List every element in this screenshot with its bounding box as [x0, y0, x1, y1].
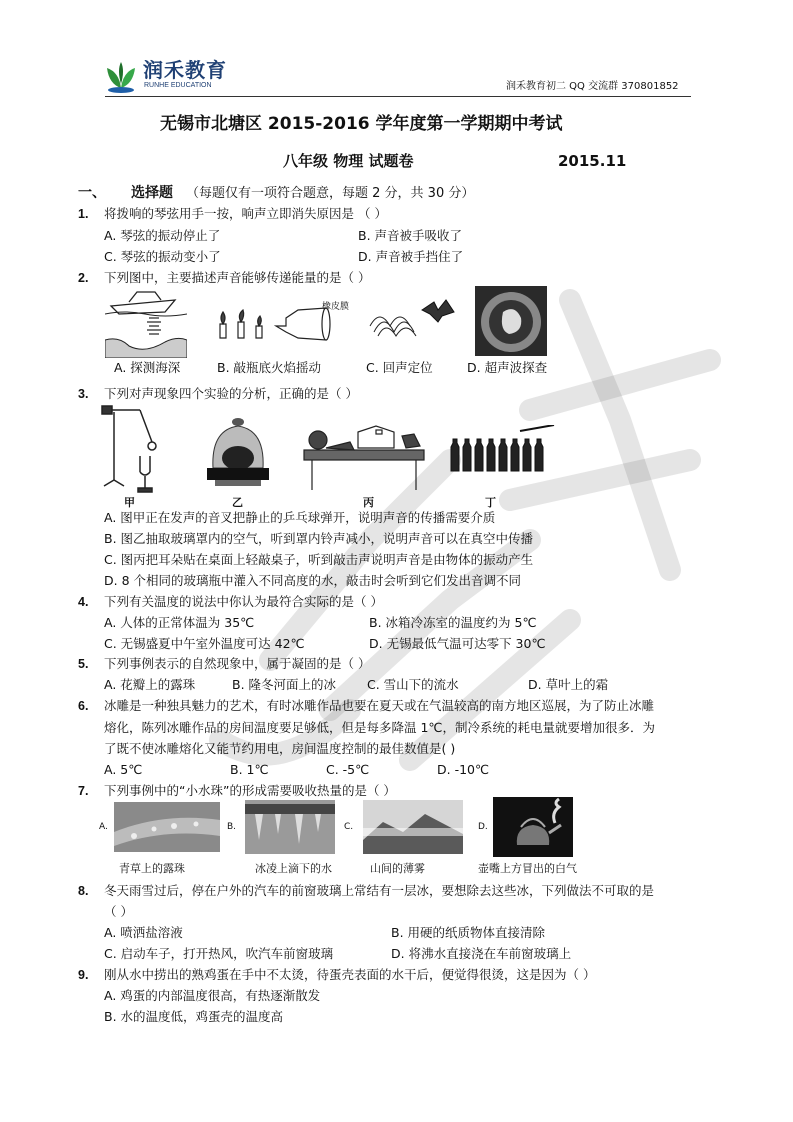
option-a: A. 探测海深 — [114, 360, 181, 375]
option-b: B. 敲瓶底火焰摇动 — [217, 360, 322, 375]
question-text-line: 冬天雨雪过后，停在户外的汽车的前窗玻璃上常结有一层冰，要想除去这些冰，下列做法不可取的是 — [104, 883, 655, 898]
question-text-line: 熔化，陈列冰雕作品的房间温度要足够低，但是每多降温 1℃，制冷系统的耗电量就要增加很多．为 — [104, 720, 655, 735]
option-b: B. 声音被手吸收了 — [358, 228, 463, 243]
section-number: 一、 — [78, 185, 106, 201]
question-number: 8. — [78, 884, 89, 898]
question-text: 刚从水中捞出的熟鸡蛋在手中不太烫，待蛋壳表面的水干后，便觉得很烫，这是因为（ ） — [104, 967, 596, 982]
photo-caption-b: 冰凌上滴下的水 — [255, 862, 332, 875]
option-b: B. 用硬的纸质物体直接清除 — [391, 925, 546, 940]
option-d: D. -10℃ — [437, 762, 490, 777]
question-number: 2. — [78, 271, 89, 285]
section-name: 选择题 — [131, 185, 173, 201]
bat-echo-figure — [364, 292, 464, 348]
tuning-fork-figure — [100, 402, 170, 494]
figure-caption-jia: 甲 — [124, 496, 135, 509]
question-text-line: 冰雕是一种独具魅力的艺术，有时冰雕作品也要在夏天或在气温较高的南方地区巡展，为了防止冰雕 — [104, 698, 655, 713]
ear-on-table-figure — [298, 420, 438, 492]
question-number: 5. — [78, 657, 89, 671]
question-number: 6. — [78, 699, 89, 713]
option-c: C. 回声定位 — [366, 360, 433, 375]
qq-group-text: 润禾教育初二 QQ 交流群 370801852 — [506, 81, 679, 92]
bell-jar-figure — [203, 408, 273, 490]
option-d: D. 无锡最低气温可达零下 30℃ — [369, 636, 546, 651]
logo-leaf-icon — [103, 58, 139, 94]
kettle-steam-photo — [493, 797, 573, 857]
icicle-drip-photo — [245, 800, 335, 854]
option-a: A. 5℃ — [104, 762, 143, 777]
figure-caption-yi: 乙 — [232, 496, 243, 509]
exam-subtitle: 八年级 物理 试题卷 — [283, 152, 414, 170]
dew-on-grass-photo — [114, 802, 220, 852]
option-a: A. 人体的正常体温为 35℃ — [104, 615, 255, 630]
option-c: C. 琴弦的振动变小了 — [104, 249, 221, 264]
option-b: B. 1℃ — [230, 762, 269, 777]
exam-date: 2015.11 — [558, 152, 627, 170]
header-rule — [105, 96, 691, 97]
exam-title: 无锡市北塘区 2015-2016 学年度第一学期期中考试 — [160, 114, 563, 134]
photo-caption-c: 山间的薄雾 — [370, 862, 425, 875]
question-text: 下列事例中的“小水珠”的形成需要吸收热量的是（ ） — [104, 783, 396, 798]
question-text: 下列对声现象四个实验的分析，正确的是（ ） — [104, 386, 358, 401]
question-number: 3. — [78, 387, 89, 401]
option-d: D. 将沸水直接浇在车前窗玻璃上 — [391, 946, 572, 961]
bottles-row-figure — [450, 425, 555, 473]
option-b: B. 冰箱冷冻室的温度约为 5℃ — [369, 615, 537, 630]
option-d: D. 8 个相同的玻璃瓶中灌入不同高度的水，敲击时会听到它们发出音调不同 — [104, 573, 521, 588]
question-number: 7. — [78, 784, 89, 798]
figure-caption-bing: 丙 — [363, 496, 374, 509]
option-a: A. 喷洒盐溶液 — [104, 925, 183, 940]
boat-sonar-figure — [105, 284, 187, 358]
option-c: C. 启动车子，打开热风，吹汽车前窗玻璃 — [104, 946, 334, 961]
logo-text-en: RUNHE EDUCATION — [144, 82, 212, 89]
option-d: D. 超声波探查 — [467, 360, 548, 375]
photo-caption-d: 壶嘴上方冒出的白气 — [478, 862, 577, 875]
question-text: 下列有关温度的说法中你认为最符合实际的是（ ） — [104, 594, 383, 609]
question-number: 1. — [78, 207, 89, 221]
option-c: C. 图丙把耳朵贴在桌面上轻敲桌子，听到敲击声说明声音是由物体的振动产生 — [104, 552, 534, 567]
option-a: A. 鸡蛋的内部温度很高，有热逐渐散发 — [104, 988, 321, 1003]
membrane-label: 橡皮膜 — [322, 302, 350, 312]
question-text: 下列事例表示的自然现象中，属于凝固的是（ ） — [104, 656, 371, 671]
option-d: D. 声音被手挡住了 — [358, 249, 464, 264]
option-b: B. 水的温度低，鸡蛋壳的温度高 — [104, 1009, 284, 1024]
question-number: 9. — [78, 968, 89, 982]
photo-label-d: D. — [478, 822, 488, 832]
figure-caption-ding: 丁 — [485, 496, 496, 509]
option-a: A. 图甲正在发声的音叉把静止的乒乓球弹开，说明声音的传播需要介质 — [104, 510, 496, 525]
mountain-mist-photo — [363, 800, 463, 854]
logo-text-cn: 润禾教育 — [143, 58, 227, 82]
photo-label-c: C. — [344, 822, 354, 832]
option-b: B. 隆冬河面上的冰 — [232, 677, 337, 692]
option-c: C. 雪山下的流水 — [367, 677, 459, 692]
option-b: B. 图乙抽取玻璃罩内的空气，听到罩内铃声减小，说明声音可以在真空中传播 — [104, 531, 534, 546]
photo-label-b: B. — [227, 822, 237, 832]
section-description: （每题仅有一项符合题意，每题 2 分，共 30 分） — [186, 186, 475, 201]
question-text-line: （ ） — [104, 904, 133, 919]
option-a: A. 琴弦的振动停止了 — [104, 228, 221, 243]
question-text: 下列图中，主要描述声音能够传递能量的是（ ） — [104, 270, 371, 285]
option-c: C. -5℃ — [326, 762, 370, 777]
question-text: 将拨响的琴弦用手一按，响声立即消失原因是 （ ） — [104, 206, 387, 221]
option-a: A. 花瓣上的露珠 — [104, 677, 196, 692]
option-c: C. 无锡盛夏中午室外温度可达 42℃ — [104, 636, 305, 651]
question-text-line: 了既不使冰雕熔化又能节约用电，房间温度控制的最佳数值是( ) — [104, 741, 456, 756]
photo-caption-a: 青草上的露珠 — [119, 862, 185, 875]
logo — [103, 58, 253, 96]
ultrasound-figure — [475, 286, 547, 356]
question-number: 4. — [78, 595, 89, 609]
photo-label-a: A. — [99, 822, 108, 832]
option-d: D. 草叶上的霜 — [528, 677, 609, 692]
